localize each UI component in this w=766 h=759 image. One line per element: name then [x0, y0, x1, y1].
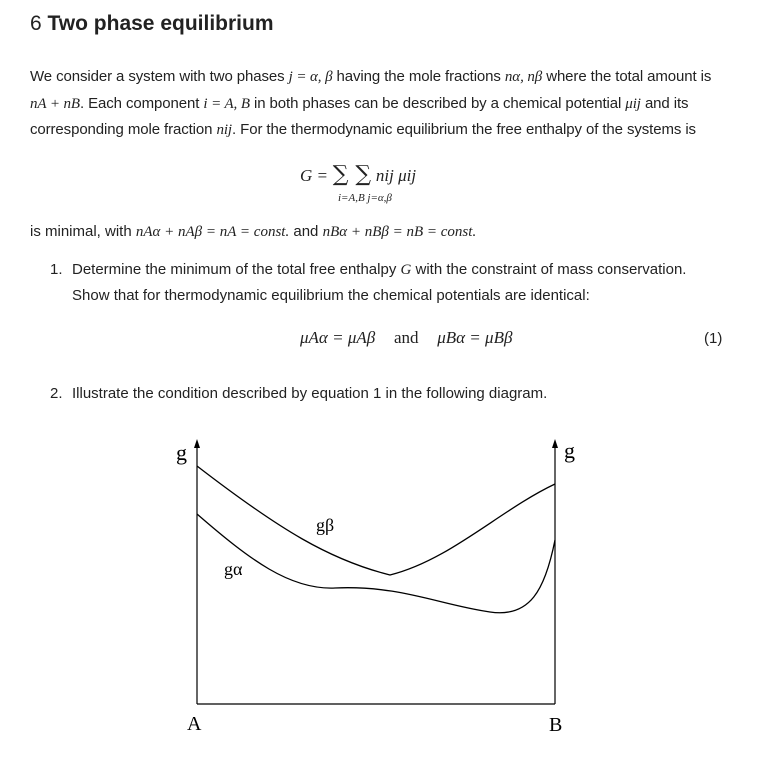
y-axis-label-right: g [564, 438, 575, 463]
component-math: i = A, B [203, 95, 250, 112]
task-1-line-2: Show that for thermodynamic equilibrium the chemical potentials are identical: [72, 287, 590, 304]
sum-symbol: ∑ ∑ [332, 162, 372, 187]
intro-text: in both phases can be described by a chemical potential [249, 94, 626, 112]
x-label-b: B [549, 714, 563, 736]
intro-text: . For the thermodynamic equilibrium the free enthalpy of the systems is [232, 121, 696, 138]
equation-number: (1) [704, 330, 723, 347]
equation-g-lhs: G = [300, 166, 328, 185]
section-number: 6 [30, 12, 42, 35]
equation-g-term: nij μij [375, 166, 417, 185]
task-number: 2. [50, 385, 63, 402]
task-var: G [400, 262, 412, 278]
phases-math: j = α, β [288, 69, 333, 85]
g-beta-label: gβ [316, 515, 335, 535]
intro-text: and its corresponding mole fraction [30, 94, 689, 138]
intro-text: where the total amount is [542, 68, 712, 85]
left-axis-arrow [194, 439, 200, 448]
g-alpha-curve [197, 514, 555, 613]
task-text: with the constraint of mass conservation. [411, 261, 687, 278]
constraint-b: nBα + nBβ = nB = const. [322, 224, 477, 240]
section-title-text: Two phase equilibrium [47, 12, 274, 35]
task-text: Determine the minimum of the total free enthalpy [72, 261, 401, 278]
right-axis-arrow [552, 439, 558, 448]
y-axis-label-left: g [176, 440, 187, 465]
g-beta-curve [197, 466, 555, 575]
intro-text: . Each component [79, 94, 204, 112]
intro-text: having the mole fractions [332, 68, 505, 85]
n-math: nij [216, 122, 233, 138]
task-text: Illustrate the condition described by equation 1 in the following diagram. [72, 385, 548, 402]
equation-1-right: μBα = μBβ [437, 328, 513, 347]
x-label-a: A [187, 713, 202, 735]
constraint-a: nAα + nAβ = nA = const. [135, 224, 290, 240]
fractions-math: nα, nβ [504, 69, 543, 85]
constraint-and: and [289, 223, 323, 240]
equation-1-and: and [393, 328, 419, 347]
total-math: nA + nB [30, 95, 80, 112]
task-number: 1. [50, 261, 63, 278]
g-alpha-label: gα [224, 559, 243, 579]
equation-1-left: μAα = μAβ [300, 328, 376, 347]
sum-limits: i=A,B j=α,β [338, 192, 392, 204]
constraint-text: is minimal, with [30, 223, 136, 240]
intro-text: We consider a system with two phases [30, 68, 289, 85]
mu-math: μij [625, 95, 641, 112]
